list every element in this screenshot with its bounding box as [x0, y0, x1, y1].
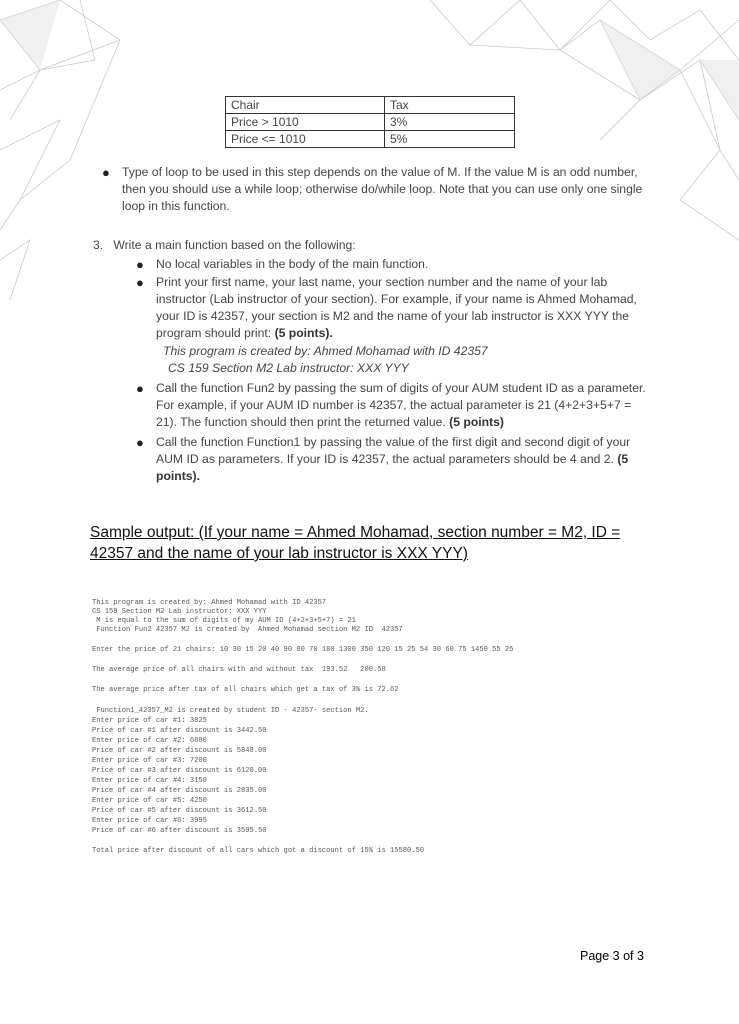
points-label: (5 points).: [274, 326, 333, 340]
bullet-text: Call the function Function1 by passing the value of the first digit and second digit of your AUM ID as parameters. If your ID is 42357, the actual parameters should be 4 and 2.: [156, 435, 631, 466]
step3-bullet-4: [136, 434, 652, 485]
bullet-dot-icon: ●: [136, 275, 144, 290]
console-line: Price of car #3 after discount is 6120.00: [92, 767, 267, 775]
page-number-footer: Page 3 of 3: [580, 949, 644, 963]
table-cell: Price > 1010: [226, 114, 385, 131]
tax-table-header-cell: Tax: [385, 97, 515, 114]
console-line: Enter price of car #4: 3150: [92, 777, 207, 785]
console-line: Enter price of car #5: 4250: [92, 797, 207, 805]
loop-type-bullet: [102, 164, 650, 215]
example-print-line-1: This program is created by: Ahmed Mohamad with ID 42357: [163, 344, 488, 358]
step3-bullet-2: [136, 274, 652, 342]
step3-bullet-1: [136, 256, 650, 273]
table-cell: Price <= 1010: [226, 131, 385, 148]
tax-table-header: [226, 97, 515, 114]
console-line: Function Fun2 42357 M2 is created by Ahmed Mohamad section M2 ID 42357: [92, 626, 403, 634]
console-line: Price of car #4 after discount is 2835.00: [92, 787, 267, 795]
table-cell: 5%: [385, 131, 515, 148]
console-line: Enter price of car #6: 3995: [92, 817, 207, 825]
console-line: CS 159 Section M2 Lab instructor: XXX YYY: [92, 608, 267, 616]
console-line: The average price after tax of all chairs which get a tax of 3% is 72.62: [92, 686, 399, 694]
console-line: Enter the price of 21 chairs: 10 30 15 20 40 90 80 70 180 1300 350 120 15 25 54 30 60 75 1450 55 25: [92, 646, 514, 654]
tax-table-header-cell: Chair: [226, 97, 385, 114]
console-line: Price of car #5 after discount is 3612.50: [92, 807, 267, 815]
bullet-text: Print your first name, your last name, your section number and the name of your lab instructor (Lab instructor of your section). For example, if your name is Ahmed Mohamad, your ID is 42357, your section is M2 and the name of your lab instructor is XXX YYY the program should print:: [156, 275, 637, 340]
console-line: Enter price of car #3: 7200: [92, 757, 207, 765]
console-line: Enter price of car #2: 6880: [92, 737, 207, 745]
console-line: Function1_42357_M2 is created by student ID - 42357- section M2.: [92, 707, 369, 715]
bullet-text: Call the function Fun2 by passing the sum of digits of your AUM student ID as a parameter. For example, if your AUM ID number is 42357, the actual parameter is 21 (4+2+3+5+7 = 21). The function should then print the returned value.: [156, 381, 646, 429]
table-row: [226, 114, 515, 131]
console-line: This program is created by: Ahmed Mohamad with ID 42357: [92, 599, 327, 607]
console-line: Price of car #1 after discount is 3442.50: [92, 727, 267, 735]
console-line: Price of car #2 after discount is 5848.00: [92, 747, 267, 755]
bullet-dot-icon: ●: [136, 381, 144, 396]
step3-bullet-3: [136, 380, 652, 431]
bullet-text: No local variables in the body of the main function.: [156, 257, 429, 271]
bullet-dot-icon: ●: [136, 257, 144, 272]
bullet-dot-icon: ●: [136, 435, 144, 450]
example-print-line-2: CS 159 Section M2 Lab instructor: XXX YYY: [168, 361, 409, 375]
console-line: Total price after discount of all cars which got a discount of 15% is 15580.50: [92, 847, 425, 855]
step-number: 3.: [93, 238, 104, 252]
table-cell: 3%: [385, 114, 515, 131]
step3-heading: [93, 238, 356, 252]
points-label: (5 points): [449, 415, 504, 429]
console-line: M is equal to the sum of digits of my AUM ID (4+2+3+5+7) = 21: [92, 617, 356, 625]
bullet-text: Type of loop to be used in this step depends on the value of M. If the value M is an odd number, then you should use a while loop; otherwise do/while loop. Note that you can use only one single loop in this function.: [122, 165, 643, 213]
step-heading-text: Write a main function based on the following:: [113, 238, 356, 252]
table-row: [226, 131, 515, 148]
console-line: The average price of all chairs with and without tax 193.52 200.58: [92, 666, 386, 674]
sample-output-heading: Sample output: (If your name = Ahmed Mohamad, section number = M2, ID = 42357 and the name of your lab instructor is XXX YYY): [90, 524, 621, 562]
points-label: (5 points).: [156, 452, 629, 483]
console-line: Price of car #6 after discount is 3595.50: [92, 827, 267, 835]
console-line: Enter price of car #1: 3825: [92, 717, 207, 725]
tax-table: [225, 96, 515, 148]
bullet-dot-icon: ●: [102, 165, 110, 180]
